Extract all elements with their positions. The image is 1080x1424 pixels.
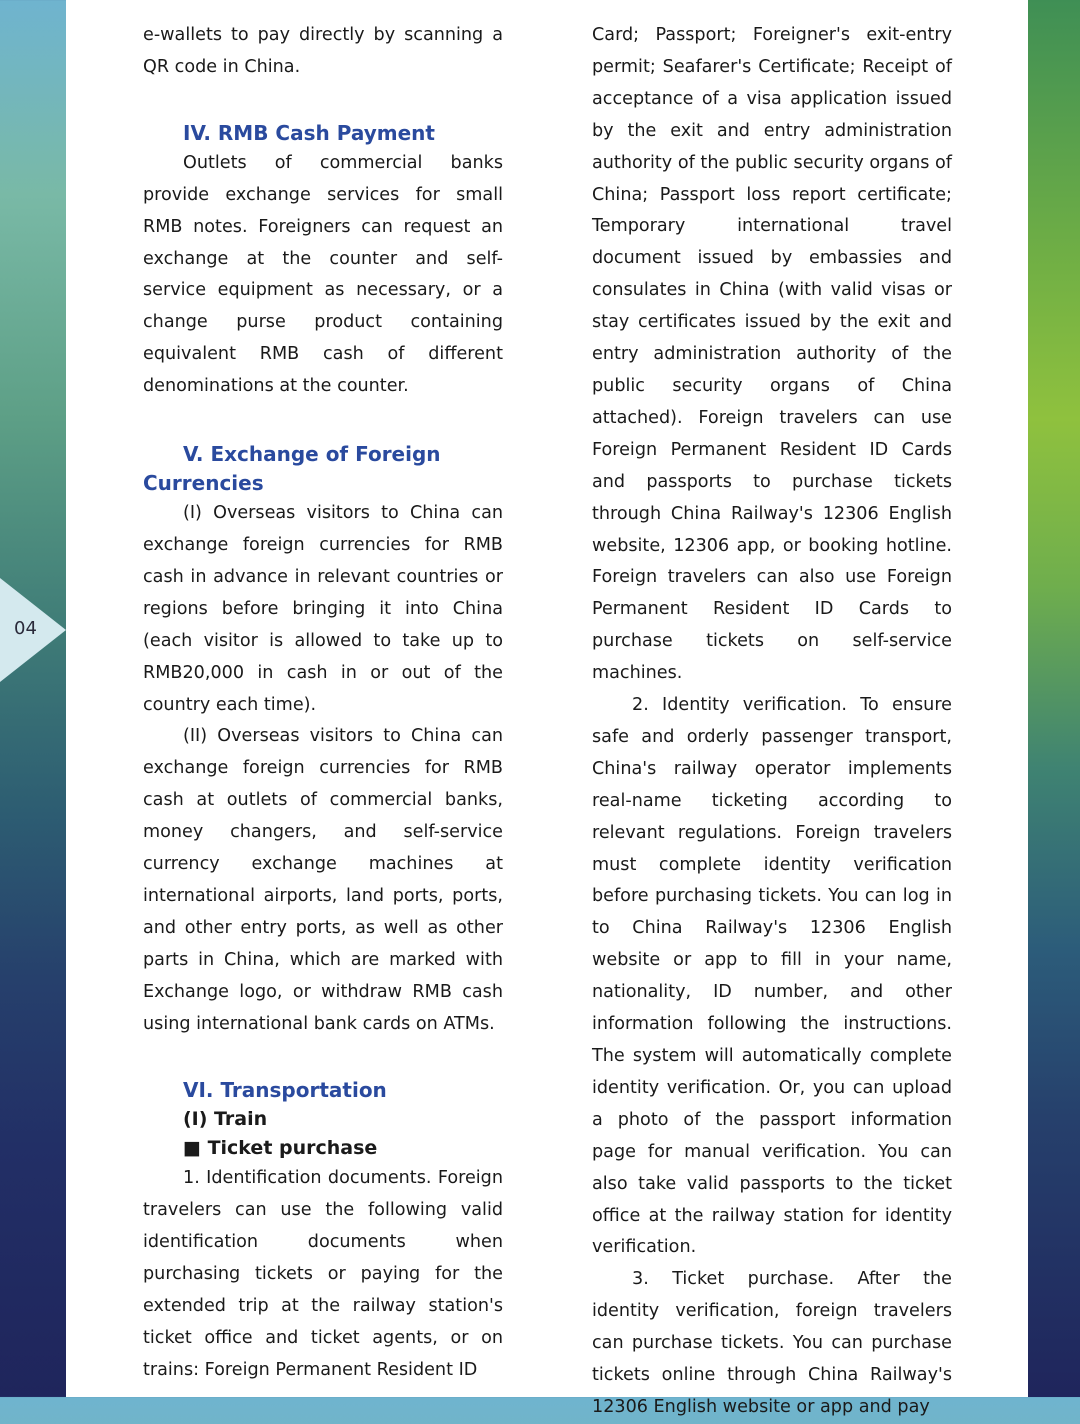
section-v-para-1: (I) Overseas visitors to China can exchange foreign currencies for RMB cash in advance in relevant countries or regions before bringing it into China (each visitor is allowed to take up to RMB20,000 in cash in or out of the country each time). <box>143 503 503 715</box>
identity-verification-paragraph: 2. Identity verification. To ensure safe and orderly passenger transport, China's railway operator implements real-name ticketing according to relevant regulations. Foreign travelers must complete identity verification before purchasing tickets. You can log in to China Railway's 12306 English website or app to fill in your name, nationality, ID number, and other information following the instructions. The system will automatically complete identity verification. Or, you can upload a photo of the passport information page for manual verification. You can also take valid passports to the ticket office at the railway station for identity verification. <box>592 695 952 1258</box>
ticket-purchase-subheading: ■ Ticket purchase <box>183 1137 378 1160</box>
section-v-heading: V. Exchange of Foreign Currencies <box>143 442 441 496</box>
left-column <box>143 20 503 1387</box>
ticket-purchase-paragraph: 3. Ticket purchase. After the identity verification, foreign travelers can purchase tickets. You can purchase tickets online through China Railway's 12306 English website or app and pay <box>592 1269 952 1417</box>
section-v-para-2: (II) Overseas visitors to China can exchange foreign currencies for RMB cash at outlets of commercial banks, money changers, and self-service currency exchange machines at international airports, land ports, ports, and other entry ports, as well as other parts in China, which are marked with Exchange logo, or withdraw RMB cash using international bank cards on ATMs. <box>143 726 503 1034</box>
section-iv-body: Outlets of commercial banks provide exchange services for small RMB notes. Foreigners can request an exchange at the counter and self-service equipment as necessary, or a change purse product containing equivalent RMB cash of different denominations at the counter. <box>143 152 503 397</box>
intro-paragraph: e-wallets to pay directly by scanning a QR code in China. <box>143 25 503 77</box>
decorative-right-strip <box>1028 0 1080 1397</box>
identification-documents-continued: Card; Passport; Foreigner's exit-entry permit; Seafarer's Certificate; Receipt of acceptance of a visa application issued by the exit and entry administration authority of the public security organs of China; Passport loss report certificate; Temporary international travel document issued by embassies and consulates in China (with valid visas or stay certificates issued by the exit and entry administration authority of the public security organs of China attached). Foreign travelers can use Foreign Permanent Resident ID Cards and passports to purchase tickets through China Railway's 12306 English website, 12306 app, or booking hotline. Foreign travelers can also use Foreign Permanent Resident ID Cards to purchase tickets on self-service machines. <box>592 25 952 684</box>
section-vi-heading: VI. Transportation <box>183 1078 387 1103</box>
identification-documents-paragraph: 1. Identification documents. Foreign travelers can use the following valid identification documents when purchasing tickets or paying for the extended trip at the railway station's ticket office and ticket agents, or on trains: Foreign Permanent Resident ID <box>143 1168 503 1380</box>
section-iv-heading: IV. RMB Cash Payment <box>183 120 435 145</box>
right-column <box>592 20 952 1424</box>
train-subheading: (I) Train <box>183 1108 268 1131</box>
page-number: 04 <box>14 618 37 639</box>
